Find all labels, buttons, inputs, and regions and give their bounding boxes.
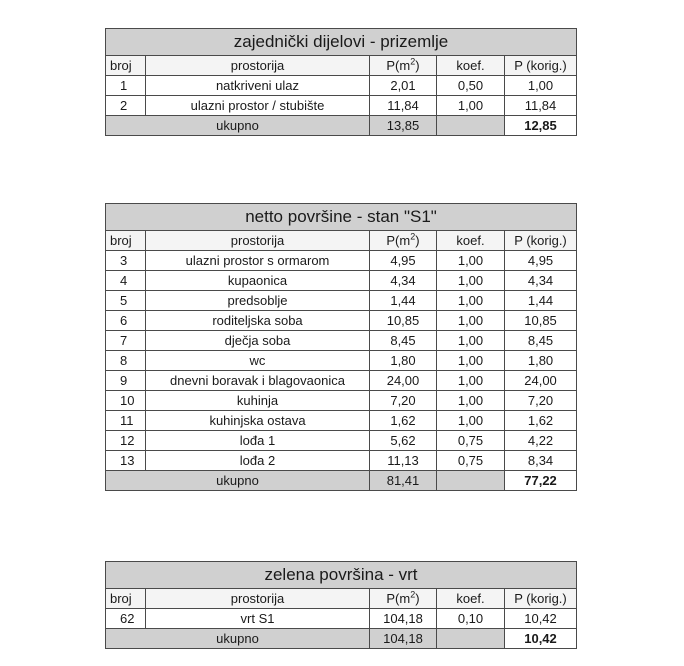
table-row <box>106 411 577 431</box>
cell-korig: 7,20 <box>505 391 577 411</box>
header-area-suffix: ) <box>415 232 420 248</box>
header-korig: P (korig.) <box>505 589 577 609</box>
header-broj: broj <box>106 231 146 251</box>
table-row <box>106 251 577 271</box>
cell-broj: 2 <box>106 96 146 116</box>
cell-koef: 0,50 <box>437 76 505 96</box>
table-title-row <box>106 204 577 231</box>
table-zelena-povrsina <box>105 561 576 649</box>
cell-prostorija: ulazni prostor s ormarom <box>146 251 370 271</box>
table-total-row <box>106 116 577 136</box>
cell-koef: 1,00 <box>437 411 505 431</box>
header-area-exponent: 2 <box>410 589 416 600</box>
cell-prostorija: predsoblje <box>146 291 370 311</box>
table-total-row <box>106 629 577 649</box>
cell-prostorija: ulazni prostor / stubište <box>146 96 370 116</box>
total-label: ukupno <box>106 471 370 491</box>
table-row <box>106 331 577 351</box>
cell-broj: 5 <box>106 291 146 311</box>
total-korig: 10,42 <box>505 629 577 649</box>
cell-prostorija: lođa 2 <box>146 451 370 471</box>
cell-koef: 0,75 <box>437 431 505 451</box>
header-area-suffix: ) <box>415 57 420 73</box>
cell-koef: 1,00 <box>437 251 505 271</box>
table-row <box>106 76 577 96</box>
cell-koef: 1,00 <box>437 291 505 311</box>
cell-korig: 11,84 <box>505 96 577 116</box>
total-korig: 12,85 <box>505 116 577 136</box>
cell-koef: 0,10 <box>437 609 505 629</box>
cell-broj: 1 <box>106 76 146 96</box>
cell-prostorija: roditeljska soba <box>146 311 370 331</box>
table-row <box>106 351 577 371</box>
header-area-suffix: ) <box>415 590 420 606</box>
cell-prostorija: natkriveni ulaz <box>146 76 370 96</box>
cell-broj: 8 <box>106 351 146 371</box>
cell-area: 11,13 <box>370 451 437 471</box>
cell-prostorija: kuhinjska ostava <box>146 411 370 431</box>
table-row <box>106 311 577 331</box>
cell-koef: 1,00 <box>437 371 505 391</box>
table-row <box>106 371 577 391</box>
cell-korig: 1,44 <box>505 291 577 311</box>
cell-korig: 10,42 <box>505 609 577 629</box>
header-korig: P (korig.) <box>505 56 577 76</box>
cell-area: 8,45 <box>370 331 437 351</box>
table-zajednicki-dijelovi <box>105 28 576 136</box>
table-title: netto površine - stan "S1" <box>106 204 577 231</box>
total-label: ukupno <box>106 629 370 649</box>
header-area-prefix: P(m <box>386 232 411 248</box>
cell-area: 4,34 <box>370 271 437 291</box>
cell-korig: 1,62 <box>505 411 577 431</box>
header-koef: koef. <box>437 589 505 609</box>
table-title: zelena površina - vrt <box>106 562 577 589</box>
cell-area: 104,18 <box>370 609 437 629</box>
cell-prostorija: wc <box>146 351 370 371</box>
header-koef: koef. <box>437 56 505 76</box>
header-area-exponent: 2 <box>410 56 416 67</box>
cell-korig: 4,22 <box>505 431 577 451</box>
cell-korig: 4,34 <box>505 271 577 291</box>
cell-prostorija: kupaonica <box>146 271 370 291</box>
total-area: 104,18 <box>370 629 437 649</box>
total-area: 81,41 <box>370 471 437 491</box>
cell-prostorija: dječja soba <box>146 331 370 351</box>
header-area-prefix: P(m <box>386 590 411 606</box>
header-prostorija: prostorija <box>146 231 370 251</box>
header-koef: koef. <box>437 231 505 251</box>
header-area <box>370 56 437 76</box>
header-area-prefix: P(m <box>386 57 411 73</box>
cell-broj: 10 <box>106 391 146 411</box>
total-koef-empty <box>437 629 505 649</box>
cell-koef: 1,00 <box>437 391 505 411</box>
total-korig: 77,22 <box>505 471 577 491</box>
cell-area: 1,80 <box>370 351 437 371</box>
header-broj: broj <box>106 589 146 609</box>
cell-broj: 13 <box>106 451 146 471</box>
cell-koef: 1,00 <box>437 271 505 291</box>
cell-area: 1,62 <box>370 411 437 431</box>
table-row <box>106 96 577 116</box>
cell-area: 7,20 <box>370 391 437 411</box>
header-broj: broj <box>106 56 146 76</box>
header-korig: P (korig.) <box>505 231 577 251</box>
cell-koef: 0,75 <box>437 451 505 471</box>
cell-prostorija: vrt S1 <box>146 609 370 629</box>
cell-prostorija: lođa 1 <box>146 431 370 451</box>
cell-area: 5,62 <box>370 431 437 451</box>
table-row <box>106 291 577 311</box>
cell-koef: 1,00 <box>437 96 505 116</box>
cell-area: 11,84 <box>370 96 437 116</box>
cell-area: 1,44 <box>370 291 437 311</box>
cell-koef: 1,00 <box>437 331 505 351</box>
cell-broj: 62 <box>106 609 146 629</box>
table-row <box>106 451 577 471</box>
table-title: zajednički dijelovi - prizemlje <box>106 29 577 56</box>
header-prostorija: prostorija <box>146 56 370 76</box>
cell-broj: 3 <box>106 251 146 271</box>
table-row <box>106 609 577 629</box>
cell-koef: 1,00 <box>437 311 505 331</box>
total-label: ukupno <box>106 116 370 136</box>
header-area-exponent: 2 <box>410 231 416 242</box>
total-koef-empty <box>437 116 505 136</box>
cell-broj: 9 <box>106 371 146 391</box>
cell-korig: 1,80 <box>505 351 577 371</box>
total-area: 13,85 <box>370 116 437 136</box>
cell-broj: 7 <box>106 331 146 351</box>
cell-prostorija: dnevni boravak i blagovaonica <box>146 371 370 391</box>
cell-korig: 24,00 <box>505 371 577 391</box>
cell-broj: 4 <box>106 271 146 291</box>
table-row <box>106 431 577 451</box>
header-area <box>370 231 437 251</box>
cell-area: 2,01 <box>370 76 437 96</box>
table-stan-s1 <box>105 203 576 491</box>
table-title-row <box>106 29 577 56</box>
table-header-row <box>106 56 577 76</box>
table-header-row <box>106 589 577 609</box>
total-koef-empty <box>437 471 505 491</box>
cell-korig: 10,85 <box>505 311 577 331</box>
cell-area: 4,95 <box>370 251 437 271</box>
cell-koef: 1,00 <box>437 351 505 371</box>
cell-broj: 6 <box>106 311 146 331</box>
cell-area: 10,85 <box>370 311 437 331</box>
cell-area: 24,00 <box>370 371 437 391</box>
table-total-row <box>106 471 577 491</box>
cell-broj: 12 <box>106 431 146 451</box>
header-area <box>370 589 437 609</box>
table-title-row <box>106 562 577 589</box>
table-row <box>106 391 577 411</box>
header-prostorija: prostorija <box>146 589 370 609</box>
cell-prostorija: kuhinja <box>146 391 370 411</box>
cell-korig: 8,45 <box>505 331 577 351</box>
cell-korig: 4,95 <box>505 251 577 271</box>
cell-broj: 11 <box>106 411 146 431</box>
table-row <box>106 271 577 291</box>
cell-korig: 1,00 <box>505 76 577 96</box>
cell-korig: 8,34 <box>505 451 577 471</box>
table-header-row <box>106 231 577 251</box>
